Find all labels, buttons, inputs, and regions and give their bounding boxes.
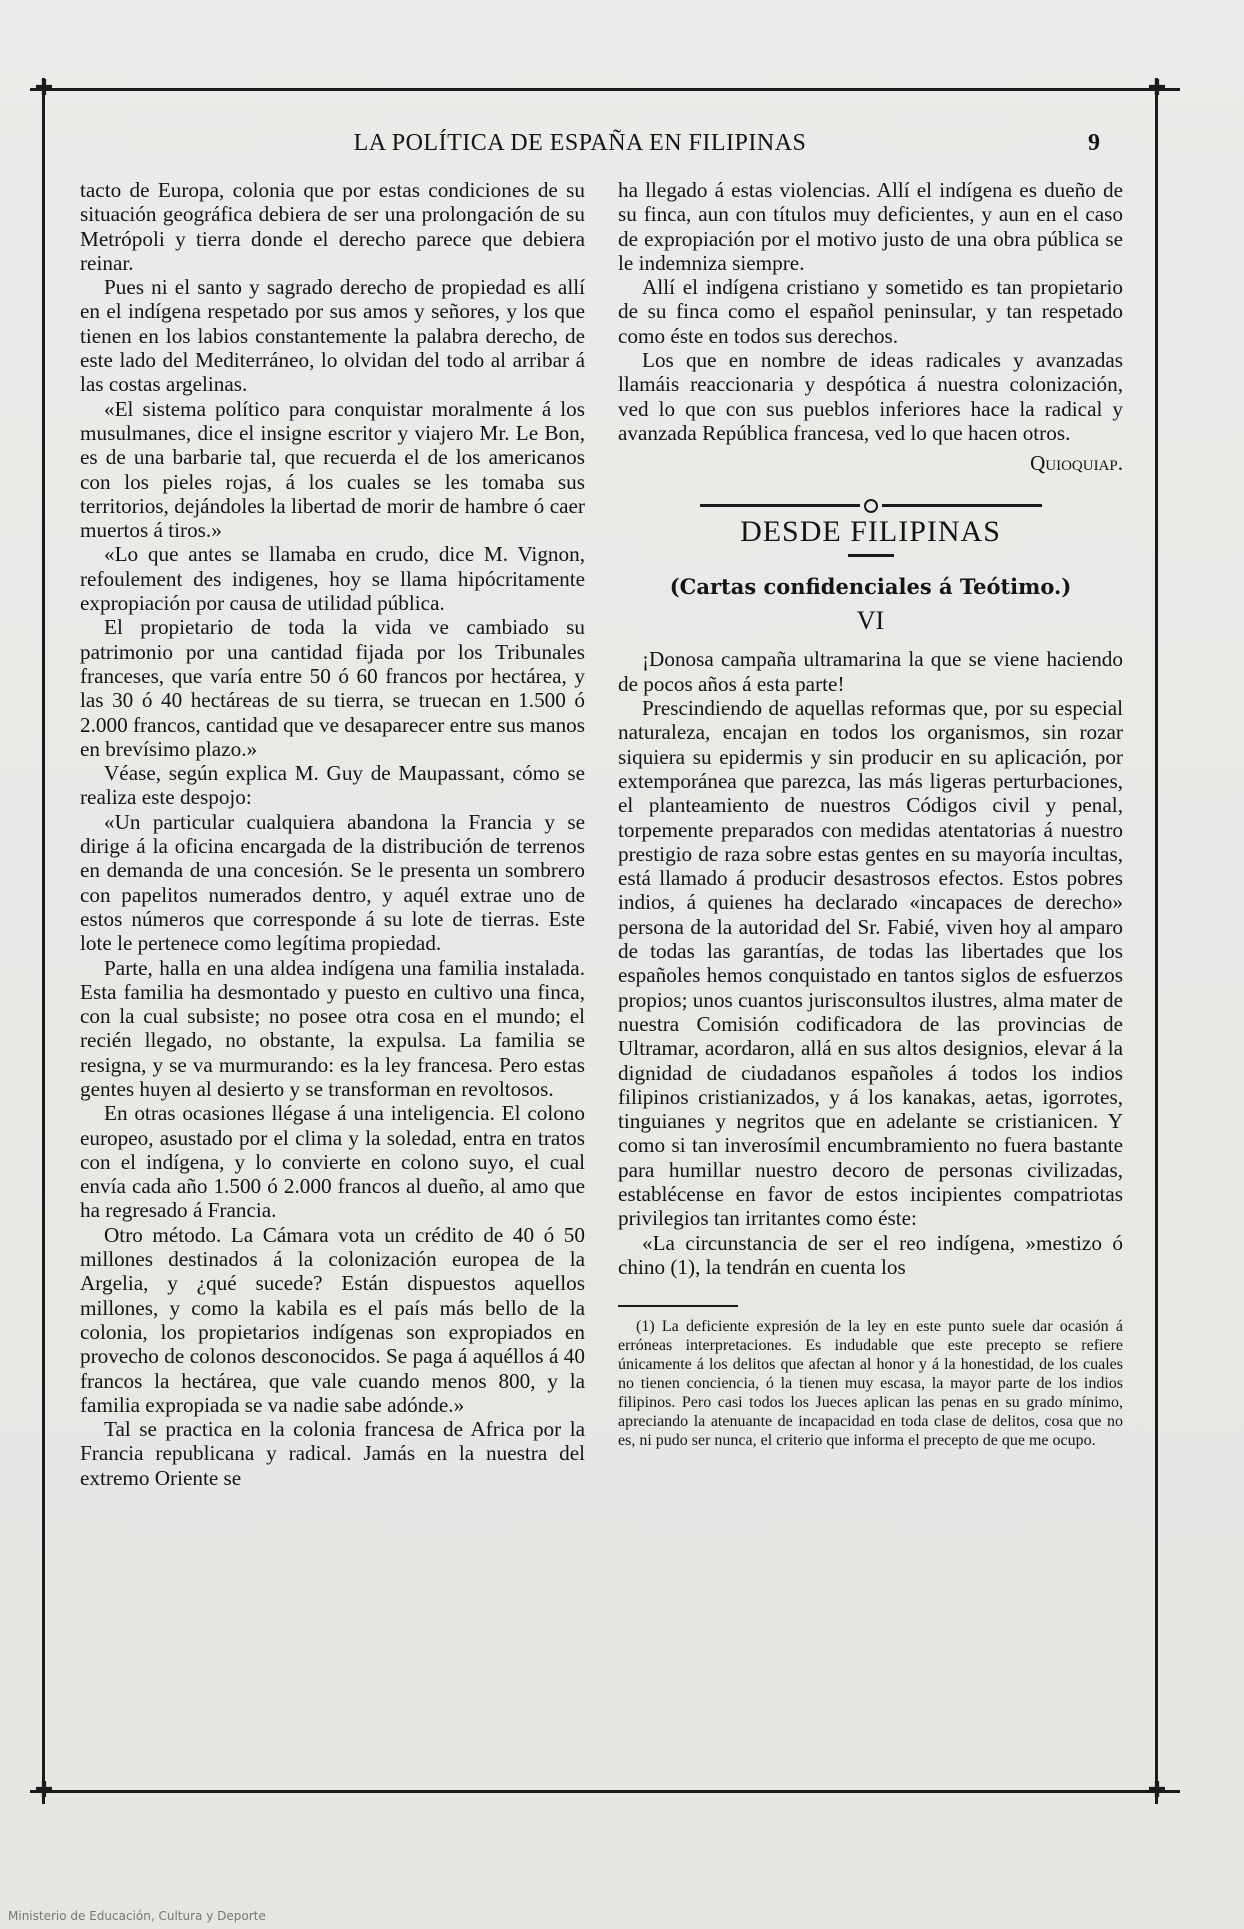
paragraph: «El sistema político para conquistar moralmente á los musulmanes, dice el insigne escritor y viajero Mr. Le Bon, es de una barbarie tal, que recuerda el de los americanos con los pieles rojas, á los cuales se les tomaba sus territorios, dejándoles la libertad de morir de hambre ó caer muertos á tiros.» xyxy=(80,396,585,543)
page-header xyxy=(60,130,1100,170)
paragraph: tacto de Europa, colonia que por estas condiciones de su situación geográfica debiera de ser una prolongación de su Metrópoli y tierra donde el derecho parece que debiera reinar. xyxy=(80,178,585,275)
paragraph: Véase, según explica M. Guy de Maupassant, cómo se realiza este despojo: xyxy=(80,761,585,810)
paragraph: Prescindiendo de aquellas reformas que, por su especial naturaleza, encajan en todos los organismos, sin rozar siquiera su epidermis y sin producir en su aplicación, por extemporánea que parezca, las más ligeras perturbaciones, el planteamiento de nuestros Códigos civil y penal, torpemente preparados con medidas atentatorias á nuestro prestigio de raza sobre estas gentes en su mayoría incultas, está llamado á producir desastrosos efectos. Estos pobres indios, á quienes ha declarado «incapaces de derecho» persona de la autoridad del Sr. Fabié, viven hoy al amparo de todas las garantías, de todas las libertades que los españoles hemos conquistado en tantos siglos de esfuerzos propios; unos cuantos jurisconsultos ilustres, alma mater de nuestra Comisión codificadora de las provincias de Ultramar, acordaron, allá en sus altos designios, elevar á la dignidad de ciudadanos españoles á todos los indios filipinos cristianizados, y á los kanakas, aetas, igorrotes, tinguianes y negritos que en adelante se cristianicen. Y como si tan inverosímil encumbramiento no fuera bastante para humillar nuestro decoro de personas civilizadas, establécense en favor de estos incipientes compatriotas privilegios tan irritantes como éste: xyxy=(618,696,1123,1231)
paragraph: «Un particular cualquiera abandona la Francia y se dirige á la oficina encargada de la distribución de terrenos en demanda de una concesión. Se le presenta un sombrero con papelitos numerados dentro, y aquél extrae uno de estos números que corresponde á su lote de tierras. Este lote le pertenece como legítima propiedad. xyxy=(80,809,585,956)
bottom-frame-rule xyxy=(30,1790,1180,1793)
chapter-number: VI xyxy=(856,606,885,636)
corner-ornament-icon: ✚ xyxy=(34,76,54,101)
paragraph: ha llegado á estas violencias. Allí el indígena es dueño de su finca, aun con títulos muy deficientes, y aun en el caso de expropiación por el motivo justo de una obra pública se le indemniza siempre. xyxy=(618,178,1123,275)
title-rule xyxy=(848,554,894,557)
right-column xyxy=(618,178,1123,1450)
paragraph: Otro método. La Cámara vota un crédito de 40 ó 50 millones destinados á la colonización europea de la Argelia, y ¿qué sucede? Están dispuestos aquellos millones, y como la kabila es el país más bello de la colonia, los propietarios indígenas son expropiados en provecho de colonos desconocidos. Se paga á aquéllos á 40 francos la hectárea, que vale cuando menos 800, y la familia expropiada se va nadie sabe adónde.» xyxy=(80,1222,585,1417)
archive-watermark: Ministerio de Educación, Cultura y Deporte xyxy=(8,1909,266,1923)
section-subtitle: (Cartas confidenciales á Teótimo.) xyxy=(669,573,1072,599)
left-frame-rule xyxy=(42,78,45,1804)
section-title: DESDE FILIPINAS xyxy=(740,514,1001,548)
paragraph: El propietario de toda la vida ve cambiado su patrimonio por una cantidad fijada por los Tribunales franceses, que varía entre 50 ó 60 francos por hectárea, y las 30 ó 40 hectáreas de su tierra, se truecan en 1.500 ó 2.000 francos, cantidad que ve desaparecer entre sus manos en brevísimo plazo.» xyxy=(80,615,585,761)
section-divider xyxy=(618,492,1123,506)
paragraph: «Lo que antes se llamaba en crudo, dice M. Vignon, refoulement des indigenes, hoy se llama hipócritamente expropiación por causa de utilidad pública. xyxy=(80,542,585,616)
corner-ornament-icon: ✚ xyxy=(34,1778,54,1803)
corner-ornament-icon: ✚ xyxy=(1147,1778,1167,1803)
paragraph: «La circunstancia de ser el reo indígena, »mestizo ó chino (1), la tendrán en cuenta los xyxy=(618,1230,1123,1279)
divider-dot-icon xyxy=(864,499,878,513)
footnote: (1) La deficiente expresión de la ley en este punto suele dar ocasión á erróneas interpretaciones. Es indudable que este precepto se refiere únicamente á los delitos que afectan al honor y á la honestidad, de los cuales no tienen conciencia, ó la tienen muy escasa, la mayor parte de los indios filipinos. Pero casi todos los Jueces aplican las penas en su grado mínimo, apreciando la atenuante de incapacidad en toda clase de delitos, cosa que no es, ni pudo ser nunca, el criterio que informa el precepto de que me ocupo. xyxy=(618,1318,1123,1450)
paragraph: Allí el indígena cristiano y sometido es tan propietario de su finca como el español peninsular, y tan respetado como éste en todos sus derechos. xyxy=(618,275,1123,348)
paragraph: ¡Donosa campaña ultramarina la que se viene haciendo de pocos años á esta parte! xyxy=(618,647,1123,696)
author-signature: Quioquiap. xyxy=(1030,451,1123,476)
running-title: LA POLÍTICA DE ESPAÑA EN FILIPINAS xyxy=(353,130,807,156)
paragraph: Tal se practica en la colonia francesa de Africa por la Francia republicana y radical. Jamás en la nuestra del extremo Oriente se xyxy=(80,1417,585,1490)
corner-ornament-icon: ✚ xyxy=(1147,76,1167,101)
paragraph: Pues ni el santo y sagrado derecho de propiedad es allí en el indígena respetado por sus amos y señores, y los que tienen en los labios constantemente la palabra derecho, de este lado del Mediterráneo, lo olvidan del todo al arribar á las costas argelinas. xyxy=(80,275,585,397)
divider-bar xyxy=(700,504,860,507)
paragraph: Los que en nombre de ideas radicales y avanzadas llamáis reaccionaria y despótica á nuestra colonización, ved lo que con sus pueblos inferiores hace la radical y avanzada República francesa, ved lo que hacen otros. xyxy=(618,348,1123,445)
divider-bar xyxy=(882,504,1042,507)
page-number: 9 xyxy=(1088,130,1100,156)
right-frame-rule xyxy=(1155,78,1158,1804)
paragraph: En otras ocasiones llégase á una inteligencia. El colono europeo, asustado por el clima y la soledad, entra en tratos con el indígena, y lo convierte en colono suyo, el cual envía cada año 1.500 ó 2.000 francos al dueño, al amo que ha regresado á Francia. xyxy=(80,1101,585,1223)
paragraph: Parte, halla en una aldea indígena una familia instalada. Esta familia ha desmontado y puesto en cultivo una finca, con la cual subsiste; no posee otra cosa en el mundo; el recién llegado, no obstante, la expulsa. La familia se resigna, y se va murmurando: es la ley francesa. Pero estas gentes huyen al desierto y se transforman en revoltosos. xyxy=(80,955,585,1101)
left-column xyxy=(80,178,585,1490)
top-frame-rule xyxy=(30,88,1180,91)
footnote-rule xyxy=(618,1305,738,1307)
